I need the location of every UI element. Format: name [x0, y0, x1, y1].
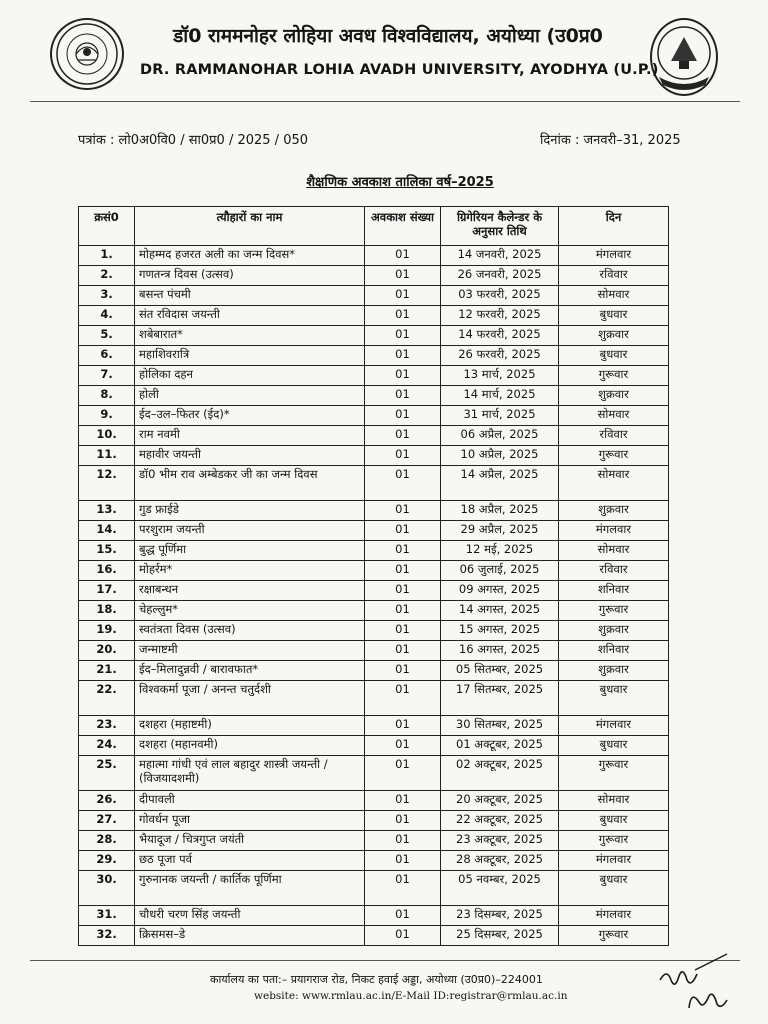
serial-number-cell: 14. — [79, 521, 135, 541]
table-row — [79, 621, 669, 641]
festival-name-cell: मोहर्रम* — [135, 561, 365, 581]
serial-number-cell: 27. — [79, 811, 135, 831]
serial-number-cell: 31. — [79, 906, 135, 926]
day-cell: बुधवार — [559, 736, 669, 756]
day-cell: बुधवार — [559, 346, 669, 366]
holiday-count-cell: 01 — [365, 681, 441, 716]
header-gregorian-date: ग्रिगेरियन कैलेन्डर के अनुसार तिथि — [441, 207, 559, 246]
table-row — [79, 366, 669, 386]
holiday-count-cell: 01 — [365, 791, 441, 811]
gregorian-date-cell: 03 फरवरी, 2025 — [441, 286, 559, 306]
table-row — [79, 406, 669, 426]
holiday-count-cell: 01 — [365, 541, 441, 561]
table-row — [79, 926, 669, 946]
serial-number-cell: 25. — [79, 756, 135, 791]
festival-name-cell: परशुराम जयन्ती — [135, 521, 365, 541]
festival-name-cell: होलिका दहन — [135, 366, 365, 386]
holiday-table — [78, 206, 669, 946]
gregorian-date-cell: 14 अप्रैल, 2025 — [441, 466, 559, 501]
serial-number-cell: 6. — [79, 346, 135, 366]
table-header-row — [79, 207, 669, 246]
gregorian-date-cell: 01 अक्टूबर, 2025 — [441, 736, 559, 756]
gregorian-date-cell: 23 दिसम्बर, 2025 — [441, 906, 559, 926]
table-row — [79, 326, 669, 346]
university-crest-icon — [650, 18, 718, 96]
serial-number-cell: 28. — [79, 831, 135, 851]
serial-number-cell: 18. — [79, 601, 135, 621]
serial-number-cell: 21. — [79, 661, 135, 681]
festival-name-cell: चेहल्लुम* — [135, 601, 365, 621]
day-cell: गुरूवार — [559, 601, 669, 621]
header-serial-number: क्रसं0 — [79, 207, 135, 246]
table-row — [79, 641, 669, 661]
festival-name-cell: ईद–मिलादुन्नवी / बारावफात* — [135, 661, 365, 681]
holiday-count-cell: 01 — [365, 851, 441, 871]
festival-name-cell: राम नवमी — [135, 426, 365, 446]
festival-name-cell: जन्माष्टमी — [135, 641, 365, 661]
gregorian-date-cell: 06 जुलाई, 2025 — [441, 561, 559, 581]
table-body — [79, 246, 669, 946]
day-cell: शुक्रवार — [559, 326, 669, 346]
holiday-count-cell: 01 — [365, 871, 441, 906]
table-row — [79, 736, 669, 756]
holiday-count-cell: 01 — [365, 736, 441, 756]
holiday-count-cell: 01 — [365, 386, 441, 406]
holiday-count-cell: 01 — [365, 306, 441, 326]
gregorian-date-cell: 05 नवम्बर, 2025 — [441, 871, 559, 906]
university-name-hindi: डॉ0 राममनोहर लोहिया अवध विश्वविद्यालय, अयोध्या (उ0प्र0 — [173, 25, 603, 47]
gregorian-date-cell: 22 अक्टूबर, 2025 — [441, 811, 559, 831]
day-cell: मंगलवार — [559, 906, 669, 926]
day-cell: शुक्रवार — [559, 501, 669, 521]
gregorian-date-cell: 26 फरवरी, 2025 — [441, 346, 559, 366]
header-festival-name: त्यौहारों का नाम — [135, 207, 365, 246]
day-cell: बुधवार — [559, 871, 669, 906]
serial-number-cell: 11. — [79, 446, 135, 466]
table-row — [79, 851, 669, 871]
table-row — [79, 246, 669, 266]
serial-number-cell: 13. — [79, 501, 135, 521]
table-row — [79, 466, 669, 501]
festival-name-cell: क्रिसमस–डे — [135, 926, 365, 946]
festival-name-cell: महाशिवरात्रि — [135, 346, 365, 366]
festival-name-cell: विश्वकर्मा पूजा / अनन्त चतुर्दशी — [135, 681, 365, 716]
table-row — [79, 661, 669, 681]
holiday-count-cell: 01 — [365, 641, 441, 661]
holiday-count-cell: 01 — [365, 716, 441, 736]
day-cell: शुक्रवार — [559, 661, 669, 681]
day-cell: गुरूवार — [559, 446, 669, 466]
serial-number-cell: 23. — [79, 716, 135, 736]
festival-name-cell: गणतन्त्र दिवस (उत्सव) — [135, 266, 365, 286]
holiday-count-cell: 01 — [365, 406, 441, 426]
day-cell: रविवार — [559, 561, 669, 581]
holiday-count-cell: 01 — [365, 926, 441, 946]
serial-number-cell: 16. — [79, 561, 135, 581]
day-cell: शुक्रवार — [559, 621, 669, 641]
gregorian-date-cell: 09 अगस्त, 2025 — [441, 581, 559, 601]
gregorian-date-cell: 29 अप्रैल, 2025 — [441, 521, 559, 541]
day-cell: गुरूवार — [559, 756, 669, 791]
table-row — [79, 811, 669, 831]
festival-name-cell: शबेबारात* — [135, 326, 365, 346]
day-cell: सोमवार — [559, 541, 669, 561]
day-cell: शुक्रवार — [559, 386, 669, 406]
table-title: शैक्षणिक अवकाश तालिका वर्ष–2025 — [306, 175, 494, 190]
website-email: website: www.rmlau.ac.in/E-Mail ID:registrar@rmlau.ac.in — [254, 990, 568, 1002]
holiday-count-cell: 01 — [365, 521, 441, 541]
gregorian-date-cell: 12 फरवरी, 2025 — [441, 306, 559, 326]
table-row — [79, 756, 669, 791]
holiday-count-cell: 01 — [365, 756, 441, 791]
gregorian-date-cell: 18 अप्रैल, 2025 — [441, 501, 559, 521]
serial-number-cell: 9. — [79, 406, 135, 426]
gregorian-date-cell: 12 मई, 2025 — [441, 541, 559, 561]
day-cell: बुधवार — [559, 811, 669, 831]
festival-name-cell: महावीर जयन्ती — [135, 446, 365, 466]
gregorian-date-cell: 14 जनवरी, 2025 — [441, 246, 559, 266]
serial-number-cell: 12. — [79, 466, 135, 501]
table-row — [79, 681, 669, 716]
day-cell: मंगलवार — [559, 851, 669, 871]
table-row — [79, 501, 669, 521]
serial-number-cell: 22. — [79, 681, 135, 716]
table-row — [79, 386, 669, 406]
day-cell: बुधवार — [559, 306, 669, 326]
festival-name-cell: गुड फ्राईडे — [135, 501, 365, 521]
serial-number-cell: 32. — [79, 926, 135, 946]
reference-number: पत्रांक : लो0अ0वि0 / सा0प्र0 / 2025 / 050 — [78, 133, 309, 148]
gregorian-date-cell: 20 अक्टूबर, 2025 — [441, 791, 559, 811]
holiday-count-cell: 01 — [365, 501, 441, 521]
serial-number-cell: 7. — [79, 366, 135, 386]
gregorian-date-cell: 25 दिसम्बर, 2025 — [441, 926, 559, 946]
serial-number-cell: 8. — [79, 386, 135, 406]
holiday-count-cell: 01 — [365, 561, 441, 581]
festival-name-cell: गोवर्धन पूजा — [135, 811, 365, 831]
festival-name-cell: संत रविदास जयन्ती — [135, 306, 365, 326]
holiday-count-cell: 01 — [365, 426, 441, 446]
serial-number-cell: 20. — [79, 641, 135, 661]
gregorian-date-cell: 13 मार्च, 2025 — [441, 366, 559, 386]
day-cell: रविवार — [559, 426, 669, 446]
gregorian-date-cell: 02 अक्टूबर, 2025 — [441, 756, 559, 791]
holiday-count-cell: 01 — [365, 366, 441, 386]
holiday-count-cell: 01 — [365, 581, 441, 601]
table-row — [79, 716, 669, 736]
holiday-count-cell: 01 — [365, 346, 441, 366]
festival-name-cell: स्वतंत्रता दिवस (उत्सव) — [135, 621, 365, 641]
serial-number-cell: 26. — [79, 791, 135, 811]
holiday-count-cell: 01 — [365, 466, 441, 501]
festival-name-cell: गुरुनानक जयन्ती / कार्तिक पूर्णिमा — [135, 871, 365, 906]
festival-name-cell: बसन्त पंचमी — [135, 286, 365, 306]
holiday-count-cell: 01 — [365, 266, 441, 286]
holiday-count-cell: 01 — [365, 446, 441, 466]
day-cell: गुरूवार — [559, 831, 669, 851]
gregorian-date-cell: 15 अगस्त, 2025 — [441, 621, 559, 641]
serial-number-cell: 1. — [79, 246, 135, 266]
university-name-english: DR. RAMMANOHAR LOHIA AVADH UNIVERSITY, AYODHYA (U.P.) — [140, 62, 659, 78]
day-cell: सोमवार — [559, 466, 669, 501]
holiday-count-cell: 01 — [365, 601, 441, 621]
day-cell: शनिवार — [559, 641, 669, 661]
gregorian-date-cell: 30 सितम्बर, 2025 — [441, 716, 559, 736]
header-day: दिन — [559, 207, 669, 246]
table-row — [79, 871, 669, 906]
university-emblem-icon — [50, 18, 124, 90]
day-cell: मंगलवार — [559, 246, 669, 266]
day-cell: सोमवार — [559, 791, 669, 811]
table-row — [79, 791, 669, 811]
gregorian-date-cell: 14 अगस्त, 2025 — [441, 601, 559, 621]
gregorian-date-cell: 14 मार्च, 2025 — [441, 386, 559, 406]
holiday-count-cell: 01 — [365, 906, 441, 926]
holiday-count-cell: 01 — [365, 661, 441, 681]
festival-name-cell: भैयादूज / चित्रगुप्त जयंती — [135, 831, 365, 851]
day-cell: रविवार — [559, 266, 669, 286]
table-row — [79, 426, 669, 446]
day-cell: शनिवार — [559, 581, 669, 601]
day-cell: सोमवार — [559, 406, 669, 426]
table-row — [79, 561, 669, 581]
gregorian-date-cell: 06 अप्रैल, 2025 — [441, 426, 559, 446]
gregorian-date-cell: 26 जनवरी, 2025 — [441, 266, 559, 286]
serial-number-cell: 10. — [79, 426, 135, 446]
table-row — [79, 581, 669, 601]
gregorian-date-cell: 23 अक्टूबर, 2025 — [441, 831, 559, 851]
gregorian-date-cell: 05 सितम्बर, 2025 — [441, 661, 559, 681]
festival-name-cell: दीपावली — [135, 791, 365, 811]
gregorian-date-cell: 16 अगस्त, 2025 — [441, 641, 559, 661]
festival-name-cell: रक्षाबन्धन — [135, 581, 365, 601]
gregorian-date-cell: 14 फरवरी, 2025 — [441, 326, 559, 346]
day-cell: मंगलवार — [559, 521, 669, 541]
day-cell: गुरूवार — [559, 926, 669, 946]
table-row — [79, 266, 669, 286]
footer-divider — [30, 960, 740, 961]
serial-number-cell: 17. — [79, 581, 135, 601]
holiday-count-cell: 01 — [365, 326, 441, 346]
header-holiday-count: अवकाश संख्या — [365, 207, 441, 246]
festival-name-cell: महात्मा गांधी एवं लाल बहादुर शास्त्री जयन्ती / (विजयादशमी) — [135, 756, 365, 791]
serial-number-cell: 3. — [79, 286, 135, 306]
table-row — [79, 601, 669, 621]
festival-name-cell: चौधरी चरण सिंह जयन्ती — [135, 906, 365, 926]
office-address: कार्यालय का पता:– प्रयागराज रोड, निकट हवाई अड्डा, अयोध्या (उ0प्र0)–224001 — [210, 973, 543, 986]
day-cell: सोमवार — [559, 286, 669, 306]
holiday-count-cell: 01 — [365, 811, 441, 831]
festival-name-cell: ईद–उल–फितर (ईद)* — [135, 406, 365, 426]
table-row — [79, 446, 669, 466]
table-row — [79, 521, 669, 541]
gregorian-date-cell: 31 मार्च, 2025 — [441, 406, 559, 426]
serial-number-cell: 19. — [79, 621, 135, 641]
serial-number-cell: 2. — [79, 266, 135, 286]
festival-name-cell: दशहरा (महाष्टमी) — [135, 716, 365, 736]
festival-name-cell: मोहम्मद हजरत अली का जन्म दिवस* — [135, 246, 365, 266]
table-row — [79, 286, 669, 306]
holiday-count-cell: 01 — [365, 621, 441, 641]
table-row — [79, 831, 669, 851]
serial-number-cell: 29. — [79, 851, 135, 871]
day-cell: बुधवार — [559, 681, 669, 716]
gregorian-date-cell: 17 सितम्बर, 2025 — [441, 681, 559, 716]
table-row — [79, 306, 669, 326]
serial-number-cell: 24. — [79, 736, 135, 756]
festival-name-cell: दशहरा (महानवमी) — [135, 736, 365, 756]
holiday-count-cell: 01 — [365, 286, 441, 306]
serial-number-cell: 30. — [79, 871, 135, 906]
serial-number-cell: 4. — [79, 306, 135, 326]
festival-name-cell: डॉ0 भीम राव अम्बेडकर जी का जन्म दिवस — [135, 466, 365, 501]
holiday-count-cell: 01 — [365, 246, 441, 266]
letter-date: दिनांक : जनवरी–31, 2025 — [540, 133, 681, 148]
day-cell: मंगलवार — [559, 716, 669, 736]
festival-name-cell: होली — [135, 386, 365, 406]
holiday-count-cell: 01 — [365, 831, 441, 851]
festival-name-cell: बुद्ध पूर्णिमा — [135, 541, 365, 561]
table-row — [79, 906, 669, 926]
serial-number-cell: 5. — [79, 326, 135, 346]
table-row — [79, 541, 669, 561]
gregorian-date-cell: 10 अप्रैल, 2025 — [441, 446, 559, 466]
serial-number-cell: 15. — [79, 541, 135, 561]
table-row — [79, 346, 669, 366]
gregorian-date-cell: 28 अक्टूबर, 2025 — [441, 851, 559, 871]
handwritten-signature-icon — [655, 950, 745, 1015]
festival-name-cell: छठ पूजा पर्व — [135, 851, 365, 871]
header-divider — [30, 101, 740, 102]
day-cell: गुरूवार — [559, 366, 669, 386]
